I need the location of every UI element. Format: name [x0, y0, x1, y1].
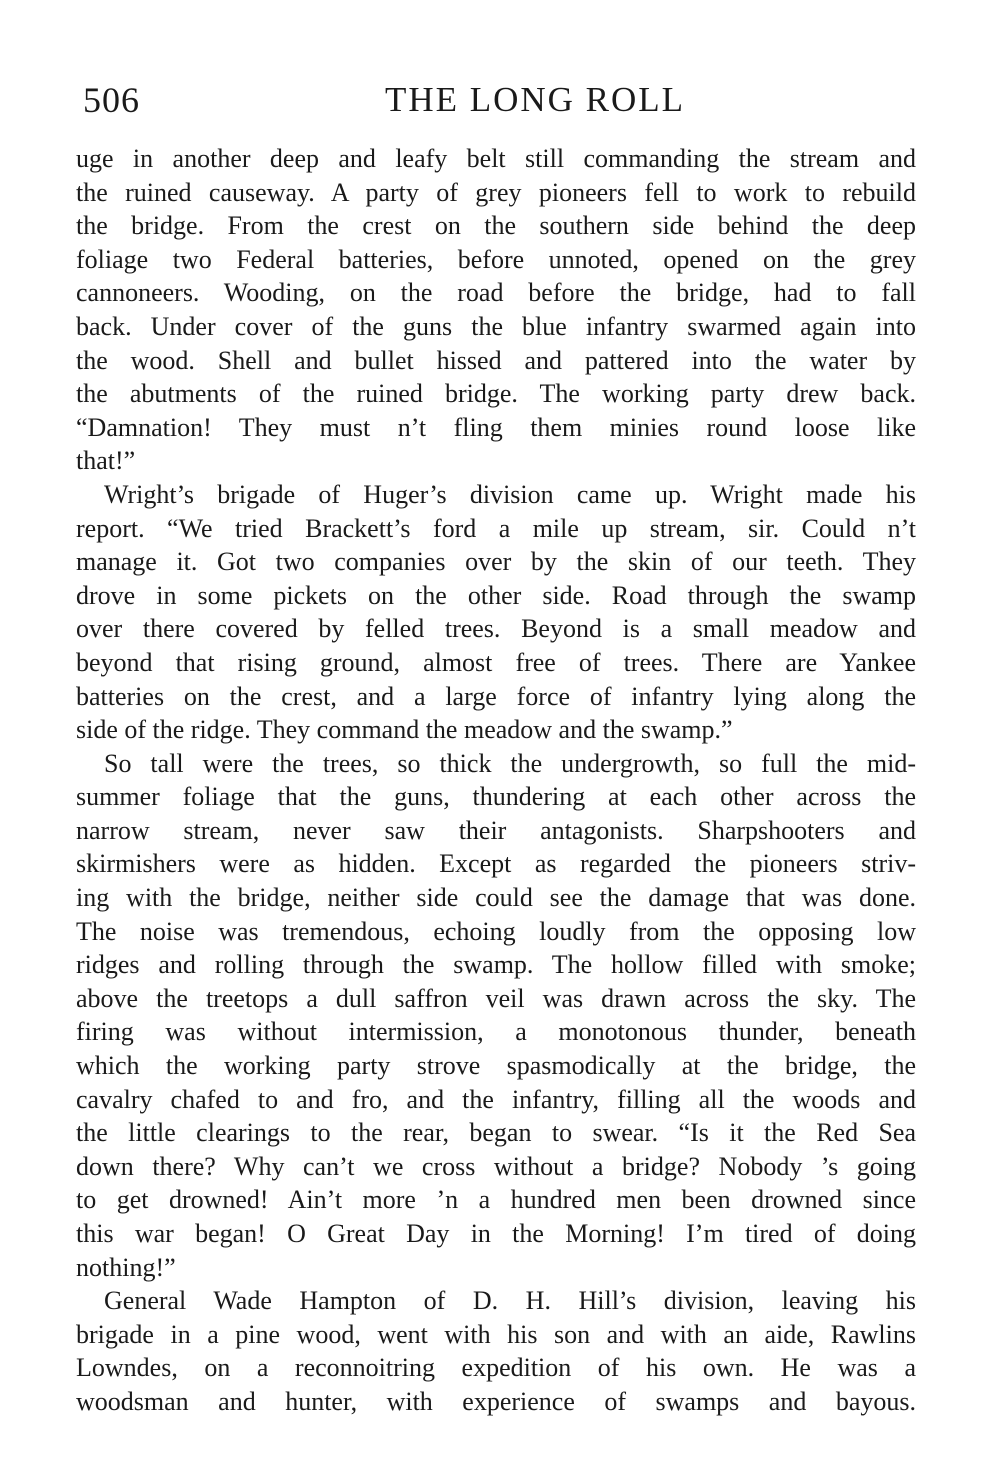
- text-line: the wood. Shell and bullet hissed and pattered into the water by: [76, 345, 916, 375]
- text-line: the little clearings to the rear, began to swear. “Is it the Red Sea: [76, 1118, 916, 1148]
- text-line: uge in another deep and leafy belt still commanding the stream and: [76, 144, 916, 173]
- text-line: skirmishers were as hidden. Except as regarded the pioneers striv-: [76, 849, 916, 879]
- page-number: 506: [83, 80, 140, 120]
- text-line: ing with the bridge, neither side could see the damage that was done.: [76, 883, 916, 913]
- text-line: batteries on the crest, and a large force of infantry lying along the: [76, 681, 916, 711]
- text-line: Lowndes, on a reconnoitring expedition of his own. He was a: [76, 1353, 916, 1383]
- running-title: THE LONG ROLL: [384, 80, 686, 119]
- text-line: side of the ridge. They command the meadow and the swamp.”: [76, 715, 733, 745]
- text-line: brigade in a pine wood, went with his son and with an aide, Rawlins: [76, 1319, 916, 1349]
- text-line: the bridge. From the crest on the southern side behind the deep: [76, 211, 916, 241]
- text-line: drove in some pickets on the other side. Road through the swamp: [76, 580, 916, 610]
- text-line: manage it. Got two companies over by the skin of our teeth. They: [76, 547, 916, 577]
- page-header: [80, 78, 920, 128]
- text-line: firing was without intermission, a monotonous thunder, beneath: [76, 1017, 916, 1047]
- text-line: “Damnation! They must n’t fling them minies round loose like: [76, 412, 916, 442]
- paragraph: [76, 142, 916, 478]
- text-line: over there covered by felled trees. Beyond is a small meadow and: [76, 614, 916, 644]
- paragraph: [76, 478, 916, 747]
- text-line: the ruined causeway. A party of grey pioneers fell to work to rebuild: [76, 177, 916, 207]
- text-line: summer foliage that the guns, thundering at each other across the: [76, 782, 916, 812]
- text-line: that!”: [76, 446, 136, 476]
- text-line: foliage two Federal batteries, before unnoted, opened on the grey: [76, 244, 916, 274]
- text-line: down there? Why can’t we cross without a bridge? Nobody ’s going: [76, 1151, 916, 1181]
- text-line: So tall were the trees, so thick the undergrowth, so full the mid-: [104, 748, 916, 778]
- text-line: this war began! O Great Day in the Morning! I’m tired of doing: [76, 1219, 916, 1248]
- paragraph: [76, 1284, 916, 1418]
- text-line: nothing!”: [76, 1252, 176, 1282]
- text-line: report. “We tried Brackett’s ford a mile up stream, sir. Could n’t: [76, 513, 916, 543]
- text-line: woodsman and hunter, with experience of swamps and bayous.: [76, 1386, 916, 1416]
- text-line: General Wade Hampton of D. H. Hill’s division, leaving his: [104, 1286, 916, 1316]
- text-line: the abutments of the ruined bridge. The working party drew back.: [76, 379, 916, 409]
- text-line: back. Under cover of the guns the blue infantry swarmed again into: [76, 311, 916, 341]
- text-line: above the treetops a dull saffron veil was drawn across the sky. The: [76, 983, 916, 1013]
- text-line: cannoneers. Wooding, on the road before the bridge, had to fall: [76, 278, 916, 308]
- text-line: ridges and rolling through the swamp. The hollow filled with smoke;: [76, 950, 916, 980]
- body-text: [76, 142, 916, 1419]
- paragraph: [76, 747, 916, 1285]
- text-line: cavalry chafed to and fro, and the infantry, filling all the woods and: [76, 1084, 916, 1114]
- text-line: to get drowned! Ain’t more ’n a hundred men been drowned since: [76, 1185, 916, 1215]
- text-line: beyond that rising ground, almost free of trees. There are Yankee: [76, 647, 916, 677]
- text-line: Wright’s brigade of Huger’s division came up. Wright made his: [104, 479, 916, 509]
- text-line: The noise was tremendous, echoing loudly from the opposing low: [76, 916, 916, 946]
- text-line: narrow stream, never saw their antagonists. Sharpshooters and: [76, 815, 916, 845]
- text-line: which the working party strove spasmodically at the bridge, the: [76, 1051, 916, 1081]
